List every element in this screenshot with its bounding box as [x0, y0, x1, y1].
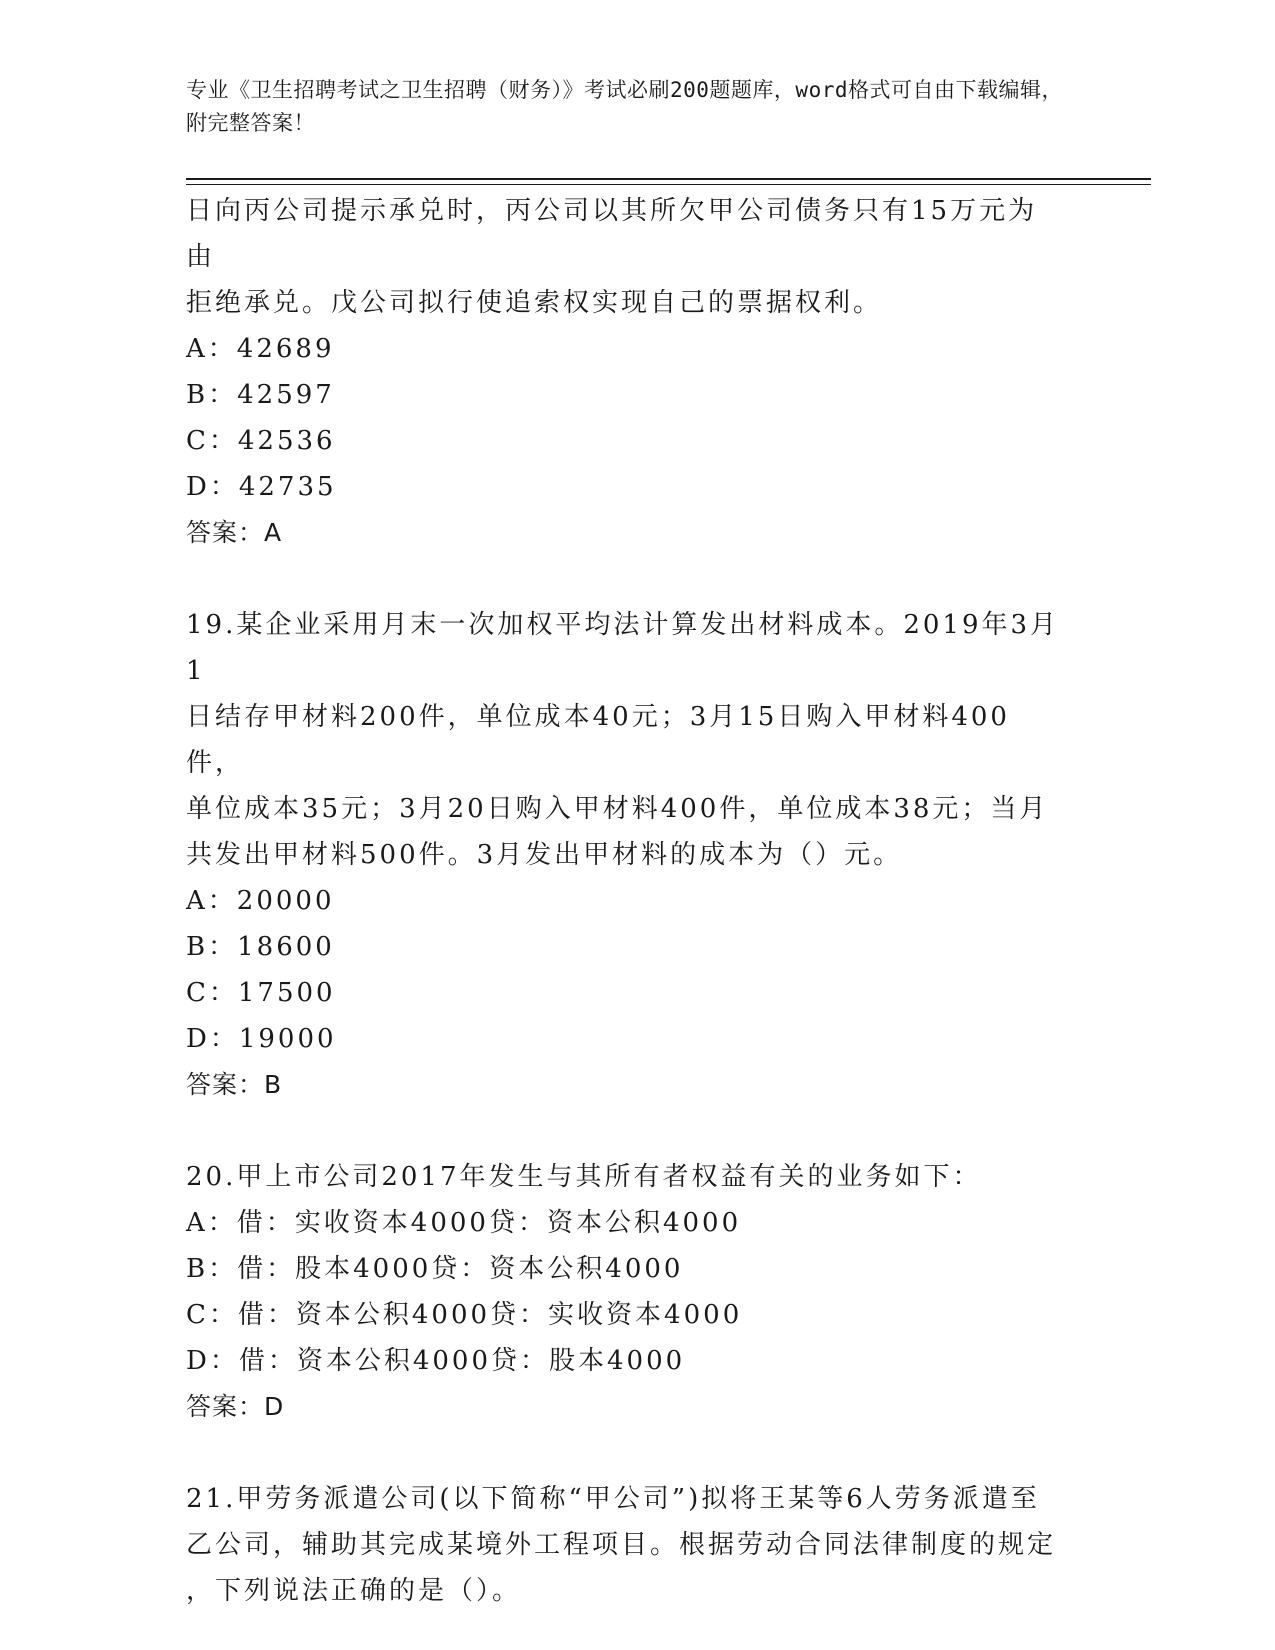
spacer [186, 1430, 1066, 1476]
question-21 [186, 1476, 1066, 1614]
question-19 [186, 602, 1066, 1108]
option-c: C：借：资本公积4000贷：实收资本4000 [186, 1300, 743, 1330]
question-stem-line: 19.某企业采用月末一次加权平均法计算发出材料成本。2019年3月1 [186, 610, 1060, 686]
question-stem-line: 拒绝承兑。戊公司拟行使追索权实现自己的票据权利。 [186, 288, 883, 318]
question-stem-line: 共发出甲材料500件。3月发出甲材料的成本为（）元。 [186, 840, 903, 870]
option-c: C：17500 [186, 978, 336, 1008]
question-stem-line: 乙公司，辅助其完成某境外工程项目。根据劳动合同法律制度的规定 [186, 1530, 1057, 1560]
spacer [186, 1108, 1066, 1154]
question-20 [186, 1154, 1066, 1430]
header-rule-thick [186, 178, 1151, 180]
page-header: 专业《卫生招聘考试之卫生招聘（财务）》考试必刷200题题库，word格式可自由下载编辑，附完整答案！ [186, 78, 1063, 135]
option-d: D：42735 [186, 472, 337, 502]
spacer [186, 556, 1066, 602]
option-a: A：借：实收资本4000贷：资本公积4000 [186, 1208, 742, 1238]
option-a: A：20000 [186, 886, 335, 916]
question-stem-line: 21.甲劳务派遣公司(以下简称“甲公司”)拟将王某等6人劳务派遣至 [186, 1484, 1040, 1514]
option-d: D：借：资本公积4000贷：股本4000 [186, 1346, 686, 1376]
option-b: B：借：股本4000贷：资本公积4000 [186, 1254, 684, 1284]
document-body [186, 188, 1066, 1614]
option-d: D：19000 [186, 1024, 337, 1054]
question-stem-line: 日结存甲材料200件，单位成本40元；3月15日购入甲材料400件， [186, 702, 1010, 778]
option-b: B：42597 [186, 380, 335, 410]
question-stem-line: 日向丙公司提示承兑时，丙公司以其所欠甲公司债务只有15万元为由 [186, 196, 1038, 272]
option-a: A：42689 [186, 334, 335, 364]
option-c: C：42536 [186, 426, 336, 456]
question-18 [186, 188, 1066, 556]
question-stem-line: 单位成本35元；3月20日购入甲材料400件，单位成本38元；当月 [186, 794, 1049, 824]
question-stem-line: ，下列说法正确的是（）。 [186, 1576, 522, 1606]
question-stem-line: 20.甲上市公司2017年发生与其所有者权益有关的业务如下： [186, 1162, 982, 1192]
header-rule-thin [186, 184, 1151, 185]
answer: 答案：D [186, 1392, 285, 1421]
answer: 答案：A [186, 518, 283, 547]
option-b: B：18600 [186, 932, 335, 962]
answer: 答案：B [186, 1070, 283, 1099]
